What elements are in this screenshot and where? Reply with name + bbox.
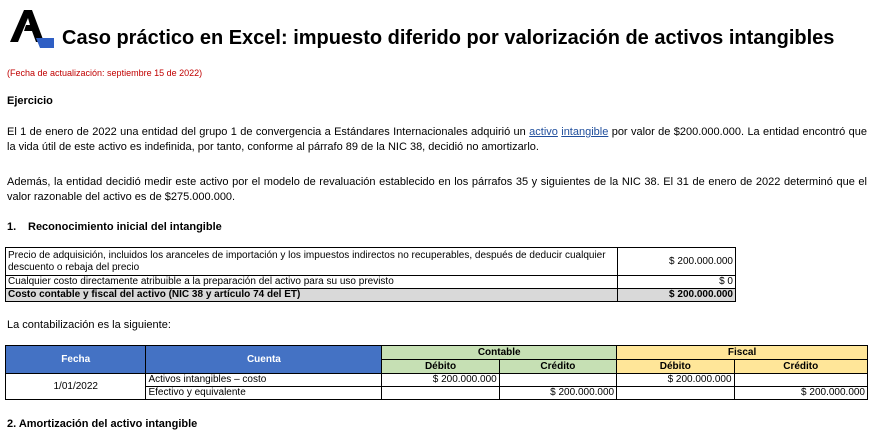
account-name: Efectivo y equivalente [146, 387, 382, 400]
fiscal-credito-cell: $ 200.000.000 [734, 387, 867, 400]
section-2-heading: 2. Amortización del activo intangible [7, 418, 198, 430]
link-activo[interactable]: activo [529, 126, 558, 138]
paragraph-text: por valor de $200.000.000. La entidad encontró que la vida útil de este activo es indefinida, por tanto, conforme al párrafo 89 de la NIC 38, decidió no amortizarlo. [7, 126, 867, 153]
header-fiscal-debito: Débito [617, 360, 734, 374]
account-name: Activos intangibles – costo [146, 374, 382, 387]
table-row [6, 248, 736, 276]
section-number: 1. [7, 221, 17, 233]
row-value: $ 0 [617, 276, 735, 289]
table-row [6, 374, 868, 387]
header-contable: Contable [382, 346, 617, 360]
row-value: $ 200.000.000 [617, 248, 735, 276]
section-1-heading [7, 221, 222, 233]
row-label: Cualquier costo directamente atribuible a la preparación del activo para su uso previsto [6, 276, 618, 289]
fiscal-debito-cell: $ 200.000.000 [617, 374, 734, 387]
row-label: Precio de adquisición, incluidos los aranceles de importación y los impuestos indirectos no recuperables, después de deducir cualquier descuento o rebaja del precio [6, 248, 618, 276]
actualicese-logo-icon [10, 8, 54, 48]
update-date: (Fecha de actualización: septiembre 15 de 2022) [7, 68, 203, 78]
header-contable-debito: Débito [382, 360, 499, 374]
header-fiscal: Fiscal [617, 346, 868, 360]
link-intangible[interactable]: intangible [561, 126, 609, 138]
exercise-heading: Ejercicio [7, 95, 53, 107]
contable-credito-cell [499, 374, 616, 387]
table-row [6, 276, 736, 289]
paragraph-text: El 1 de enero de 2022 una entidad del grupo 1 de convergencia a Estándares Internacionales adquirió un [7, 126, 530, 138]
header-contable-credito: Crédito [499, 360, 616, 374]
row-label: Costo contable y fiscal del activo (NIC 38 y artículo 74 del ET) [6, 289, 618, 302]
table-row-total [6, 289, 736, 302]
contable-debito-cell: $ 200.000.000 [382, 374, 499, 387]
contable-credito-cell: $ 200.000.000 [499, 387, 616, 400]
accounting-table [5, 345, 868, 400]
fiscal-debito-cell [617, 387, 734, 400]
header-fecha: Fecha [6, 346, 146, 374]
header-cuenta: Cuenta [146, 346, 382, 374]
exercise-paragraph-2: Además, la entidad decidió medir este activo por el modelo de revaluación establecido en los párrafos 35 y siguientes de la NIC 38. El 31 de enero de 2022 determinó que el valor razonable del activo es de $275.000.000. [7, 176, 867, 203]
contable-debito-cell [382, 387, 499, 400]
initial-recognition-table [5, 247, 736, 302]
row-value: $ 200.000.000 [617, 289, 735, 302]
entry-date: 1/01/2022 [6, 374, 146, 400]
header-fiscal-credito: Crédito [734, 360, 867, 374]
table-header-row [6, 346, 868, 360]
accounting-intro: La contabilización es la siguiente: [7, 319, 171, 331]
exercise-paragraph-1 [7, 125, 867, 155]
fiscal-credito-cell [734, 374, 867, 387]
page-title: Caso práctico en Excel: impuesto diferido por valorización de activos intangibles [62, 27, 835, 49]
section-title: Reconocimiento inicial del intangible [28, 221, 222, 233]
